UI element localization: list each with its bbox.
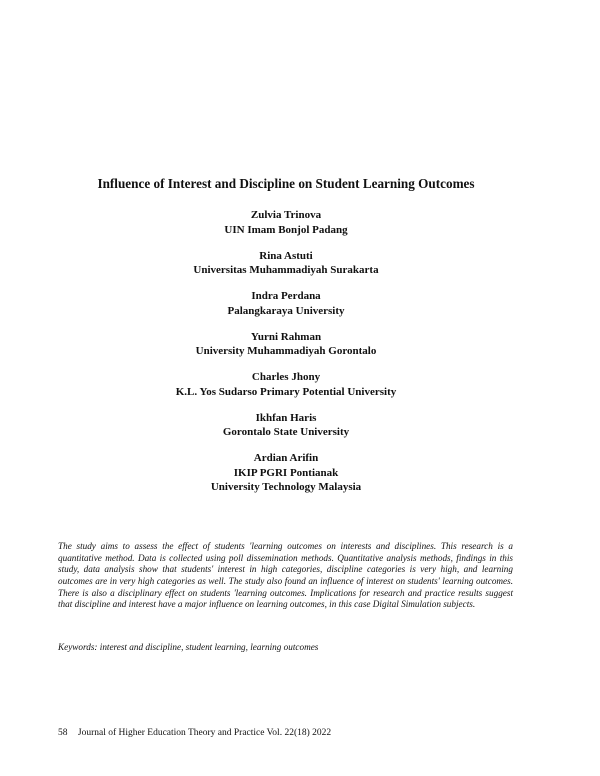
author-affiliation: Palangkaraya University [227, 304, 345, 317]
author-affiliation: IKIP PGRI Pontianak [233, 466, 339, 479]
author-name: Charles Jhony [251, 371, 321, 383]
author-block [0, 330, 572, 359]
journal-citation: Journal of Higher Education Theory and Practice Vol. 22(18) 2022 [77, 728, 332, 738]
author-affiliation: University Technology Malaysia [210, 481, 362, 493]
author-name: Yurni Rahman [250, 330, 322, 343]
author-block [0, 451, 572, 495]
author-block [0, 411, 572, 440]
author-name: Rina Astuti [259, 249, 313, 262]
page-footer [58, 728, 331, 738]
author-affiliation: K.L. Yos Sudarso Primary Potential University [175, 385, 397, 398]
author-name: Zulvia Trinova [250, 209, 322, 221]
author-name: Ikhfan Haris [255, 411, 317, 424]
author-block [0, 289, 572, 318]
page-number: 58 [58, 728, 68, 738]
author-block [0, 208, 572, 237]
author-affiliation: UIN Imam Bonjol Padang [224, 223, 348, 236]
keywords: Keywords: interest and discipline, student learning, learning outcomes [58, 642, 319, 653]
abstract: The study aims to assess the effect of students 'learning outcomes on interests and disciplines. This research is a quantitative method. Data is collected using poll dissemination methods. Quantitative analysis methods, findings in this study, data analysis show that students' interest in high categories, discipline categories is very high, and learning outcomes are in very high categories as well. The study also found an influence of interest on students' learning outcomes. There is also a disciplinary effect on students 'learning outcomes. Implications for research and practice results suggest that discipline and interest have a major influence on learning outcomes, in this case Digital Simulation subjects. [58, 541, 513, 610]
author-affiliation: University Muhammadiyah Gorontalo [195, 345, 377, 357]
author-block [0, 249, 572, 278]
paper-title: Influence of Interest and Discipline on Student Learning Outcomes [97, 176, 475, 191]
author-affiliation: Gorontalo State University [222, 426, 350, 438]
author-list [0, 208, 572, 506]
author-name: Indra Perdana [251, 290, 321, 302]
author-block [0, 370, 572, 399]
author-name: Ardian Arifin [253, 452, 319, 464]
author-affiliation: Universitas Muhammadiyah Surakarta [193, 264, 379, 276]
